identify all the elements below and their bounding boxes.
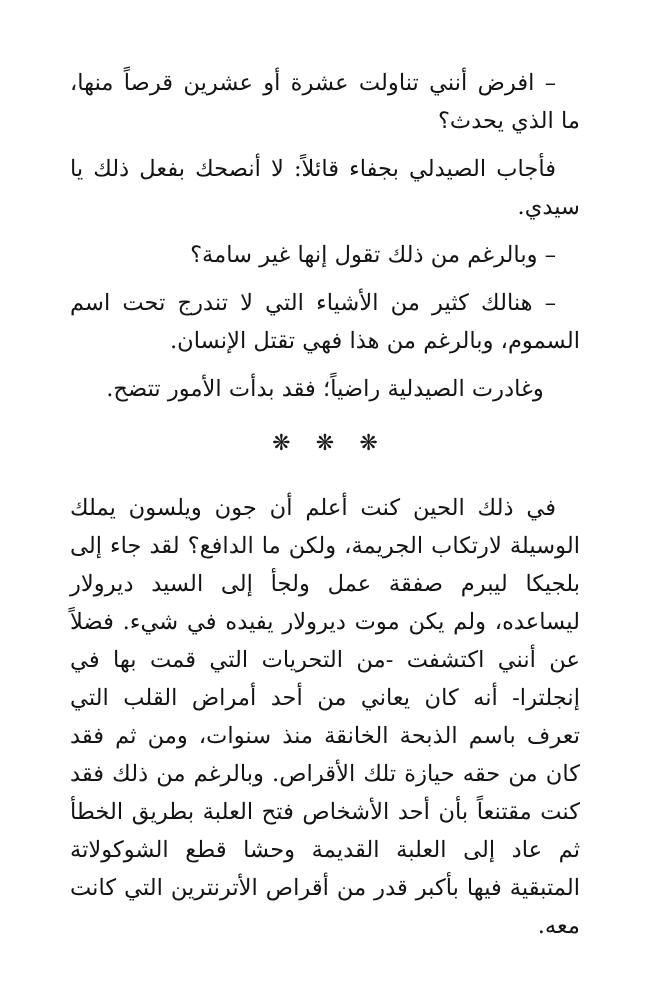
- narrative-paragraph: في ذلك الحين كنت أعلم أن جون ويلسون يملك الوسيلة لارتكاب الجريمة، ولكن ما الدافع؟ لقد جاء إلى بلجيكا ليبرم صفقة عمل ولجأ إلى السيد ديرولار ليساعده، ولم يكن موت ديرولار يفيده في شيء. فضلاً عن أنني اكتشفت -من التحريات التي قمت بها في إنجلترا- أنه كان يعاني من أحد أمراض القلب التي تعرف باسم الذبحة الخانقة منذ سنوات، ومن ثم فقد كان من حقه حيازة تلك الأقراص. وبالرغم من ذلك فقد كنت مقتنعاً بأن أحد الأشخاص فتح العلبة بطريق الخطأ ثم عاد إلى العلبة القديمة وحشا قطع الشوكولاتة المتبقية فيها بأكبر قدر من أقراص الأترنترين التي كانت معه.: [70, 495, 580, 939]
- dialogue-line-1: – افرض أنني تناولت عشرة أو عشرين قرصاً منها، ما الذي يحدث؟: [70, 70, 580, 134]
- asterisk-flower-icon: ❋: [272, 431, 291, 456]
- asterisk-flower-icon: ❋: [359, 431, 378, 456]
- asterisk-flower-icon: ❋: [315, 431, 335, 456]
- dialogue-line-2: فأجاب الصيدلي بجفاء قائلاً: لا أنصحك بفعل ذلك يا سيدي.: [70, 156, 580, 220]
- section-break-ornament: [70, 424, 580, 463]
- dialogue-line-4: – هنالك كثير من الأشياء التي لا تندرج تحت اسم السموم، وبالرغم من هذا فهي تقتل الإنسان.: [70, 290, 580, 354]
- book-page: [70, 64, 580, 945]
- dialogue-line-5: وغادرت الصيدلية راضياً؛ فقد بدأت الأمور تتضح.: [106, 376, 544, 402]
- dialogue-line-3: – وبالرغم من ذلك تقول إنها غير سامة؟: [190, 242, 556, 268]
